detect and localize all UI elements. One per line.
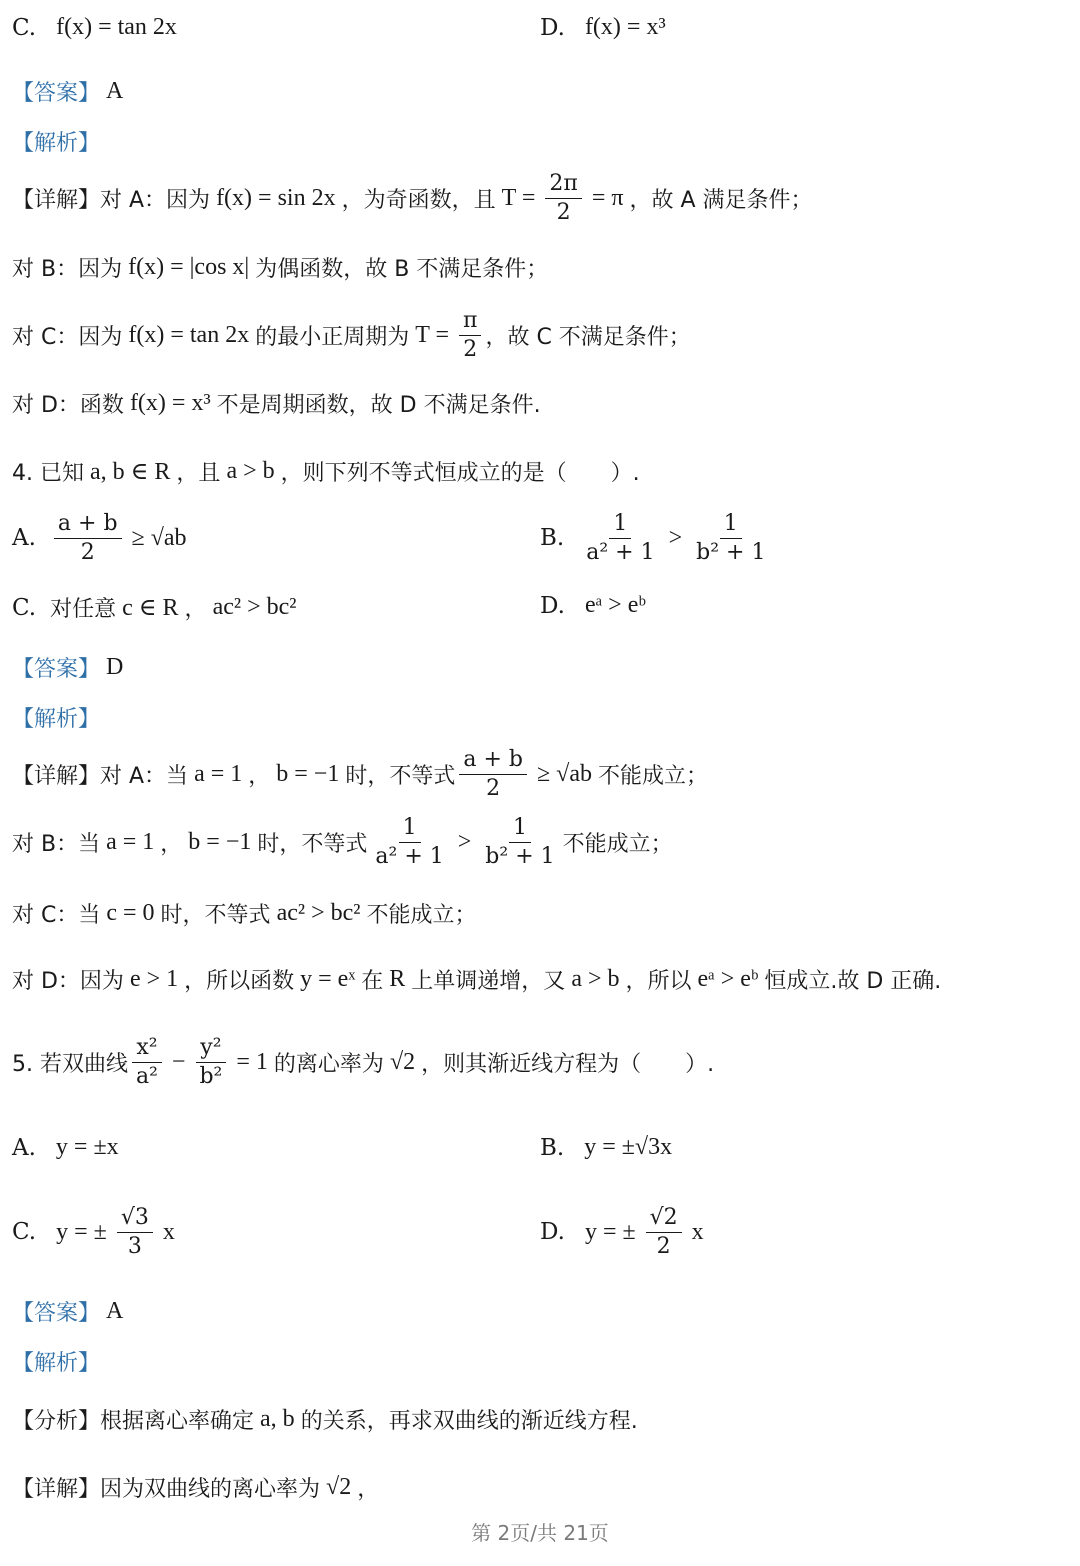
q5-option-b: B. y = ±√3x: [540, 1134, 673, 1161]
math-expression: f(x) = tan 2x: [56, 14, 177, 40]
q5-answer: 【答案】 A: [12, 1298, 124, 1326]
q4-answer: 【答案】 D: [12, 654, 124, 682]
page-footer: 第 2页/共 21页: [471, 1521, 609, 1545]
fraction: $\frac{2\pi}{2}$: [545, 170, 581, 226]
q4-detail-d: 对 D：因为 e > 1 ，所以函数 y = eˣ 在 R 上单调递增，又 a > b ，所以 eᵃ > eᵇ 恒成立.故 D 正确.: [12, 966, 942, 994]
q4-option-d: D. eᵃ > eᵇ: [540, 592, 646, 619]
q5-detail: 【详解】 因为双曲线的离心率为 √2 ，: [12, 1474, 380, 1502]
q4-option-a: A. $\frac{a + b}{2}$ ≥ √ab: [12, 511, 187, 565]
fraction: $\frac{a + b}{2}$: [54, 510, 122, 566]
q4-detail-c: 对 C：当 c = 0 时，不等式 ac² > bc² 不能成立；: [12, 900, 477, 928]
math-expression: f(x) = x³: [584, 14, 666, 40]
q5-analysis-heading: 【解析】: [12, 1351, 101, 1376]
q3-analysis-heading: 【解析】: [12, 131, 101, 156]
fraction: $\frac{1}{\text{b² + 1}}$: [696, 511, 766, 565]
fraction: $\frac{1}{\text{a² + 1}}$: [586, 511, 655, 565]
fraction: $\frac{a + b}{2}$: [459, 746, 527, 802]
q5-stem: 5. 若双曲线 $\frac{\text{x²}}{\text{a²}}$ − $\frac{\text{y²}}{\text{b²}}$ = 1 的离心率为 √2 ，则其渐近线方程为（ ）.: [12, 1035, 715, 1089]
fraction: $\frac{√2}{2}$: [646, 1204, 682, 1260]
q3-detail-b: 对 B：因为 f(x) = |cos x| 为偶函数，故 B 不满足条件；: [12, 254, 549, 282]
q4-option-c: C. 对任意 c ∈ R ， ac² > bc²: [12, 594, 297, 622]
fraction: $\frac{\text{x²}}{\text{a²}}$: [132, 1034, 162, 1090]
q5-option-a: A. y = ±x: [12, 1134, 119, 1161]
q5-option-d: D. y = ± $\frac{√2}{2}$ x: [540, 1205, 704, 1259]
q4-detail-a: 【详解】 对 A：当 a = 1 ， b = −1 时，不等式 $\frac{a + b}{2}$ ≥ √ab 不能成立；: [12, 747, 708, 801]
q3-detail-d: 对 D：函数 f(x) = x³ 不是周期函数，故 D 不满足条件.: [12, 390, 541, 418]
fraction: $\frac{\text{y²}}{\text{b²}}$: [195, 1034, 226, 1090]
q3-answer: 【答案】 A: [12, 78, 124, 106]
q3-detail-a: 【详解】 对 A：因为 f(x) = sin 2x ，为奇函数，且 T = $\frac{2\pi}{2}$ = π ，故 A 满足条件；: [12, 171, 813, 225]
q4-detail-b: 对 B：当 a = 1 ， b = −1 时，不等式 $\frac{1}{\text{a² + 1}}$ > $\frac{1}{\text{b² + 1}}$ 不能成立；: [12, 815, 673, 869]
q4-option-b: B. $\frac{1}{\text{a² + 1}}$ > $\frac{1}{\text{b² + 1}}$: [540, 510, 773, 566]
q3-option-c: C. f(x) = tan 2x: [12, 14, 177, 41]
q4-analysis-heading: 【解析】: [12, 707, 101, 732]
fraction: $\frac{\pi}{2}$: [459, 307, 481, 363]
q5-analysis: 【分析】 根据离心率确定 a, b 的关系，再求双曲线的渐近线方程.: [12, 1406, 638, 1434]
fraction: $\frac{√3}{3}$: [117, 1204, 153, 1260]
q4-stem: 4. 已知 a, b ∈ R ，且 a > b ，则下列不等式恒成立的是（ ）.: [12, 458, 640, 486]
q3-detail-c: 对 C：因为 f(x) = tan 2x 的最小正周期为 T = $\frac{\pi}{2}$ ，故 C 不满足条件；: [12, 308, 691, 362]
fraction: $\frac{1}{\text{b² + 1}}$: [485, 815, 555, 869]
q5-option-c: C. y = ± $\frac{√3}{3}$ x: [12, 1205, 175, 1259]
fraction: $\frac{1}{\text{a² + 1}}$: [375, 815, 444, 869]
q3-option-d: D. f(x) = x³: [540, 14, 666, 41]
